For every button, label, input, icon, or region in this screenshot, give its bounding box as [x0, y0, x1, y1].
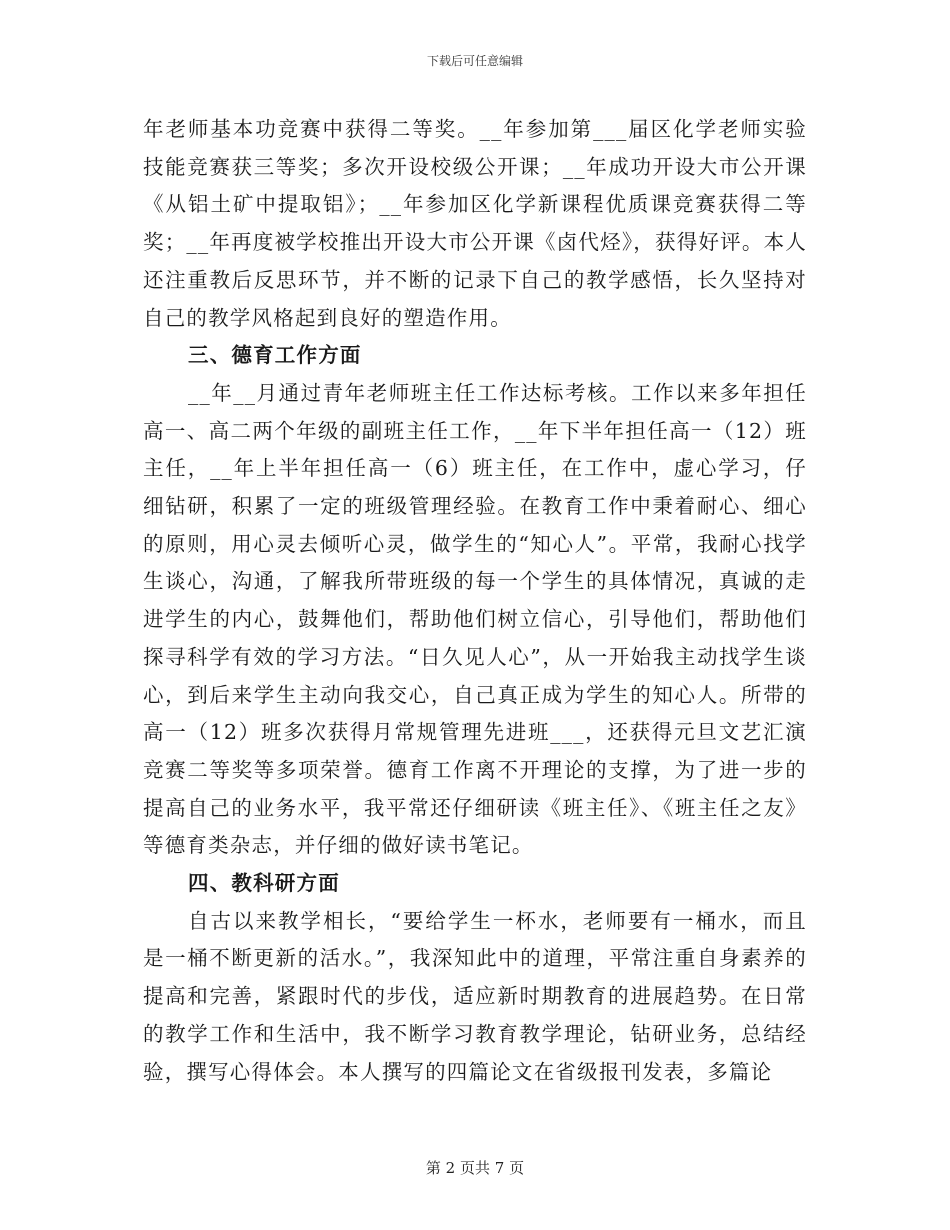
document-body	[143, 111, 807, 1091]
paragraph-awards: 年老师基本功竞赛中获得二等奖。__年参加第___届区化学老师实验技能竞赛获三等奖；多次开设校级公开课；__年成功开设大市公开课《从铝土矿中提取铝》；__年参加区化学新课程优质课竞赛获得二等奖；__年再度被学校推出开设大市公开课《卤代烃》，获得好评。本人还注重教后反思环节，并不断的记录下自己的教学感悟，长久坚持对自己的教学风格起到良好的塑造作用。	[143, 117, 807, 330]
paragraph-moral-education: __年__月通过青年老师班主任工作达标考核。工作以来多年担任高一、高二两个年级的副班主任工作，__年下半年担任高一（12）班主任，__年上半年担任高一（6）班主任，在工作中，虚心学习，仔细钻研，积累了一定的班级管理经验。在教育工作中秉着耐心、细心的原则，用心灵去倾听心灵，做学生的“知心人”。平常，我耐心找学生谈心，沟通，了解我所带班级的每一个学生的具体情况，真诚的走进学生的内心，鼓舞他们，帮助他们树立信心，引导他们，帮助他们探寻科学有效的学习方法。“日久见人心”，从一开始我主动找学生谈心，到后来学生主动向我交心，自己真正成为学生的知心人。所带的高一（12）班多次获得月常规管理先进班___，还获得元旦文艺汇演竞赛二等奖等多项荣誉。德育工作离不开理论的支撑，为了进一步的提高自己的业务水平，我平常还仔细研读《班主任》、《班主任之友》等德育类杂志，并仔细的做好读书笔记。	[143, 380, 807, 858]
section-heading-research: 四、教科研方面	[188, 871, 340, 896]
paragraph-research: 自古以来教学相长，“要给学生一杯水，老师要有一桶水，而且是一桶不断更新的活水。”，我深知此中的道理，平常注重自身素养的提高和完善，紧跟时代的步伐，适应新时期教育的进展趋势。在日常的教学工作和生活中，我不断学习教育教学理论，钻研业务，总结经验，撰写心得体会。本人撰写的四篇论文在省级报刊发表，多篇论	[143, 908, 807, 1084]
section-heading-moral-education: 三、德育工作方面	[188, 343, 362, 368]
page-number-footer: 第 2 页共 7 页	[425, 1159, 525, 1177]
page-header: 下载后可任意编辑	[426, 54, 523, 68]
